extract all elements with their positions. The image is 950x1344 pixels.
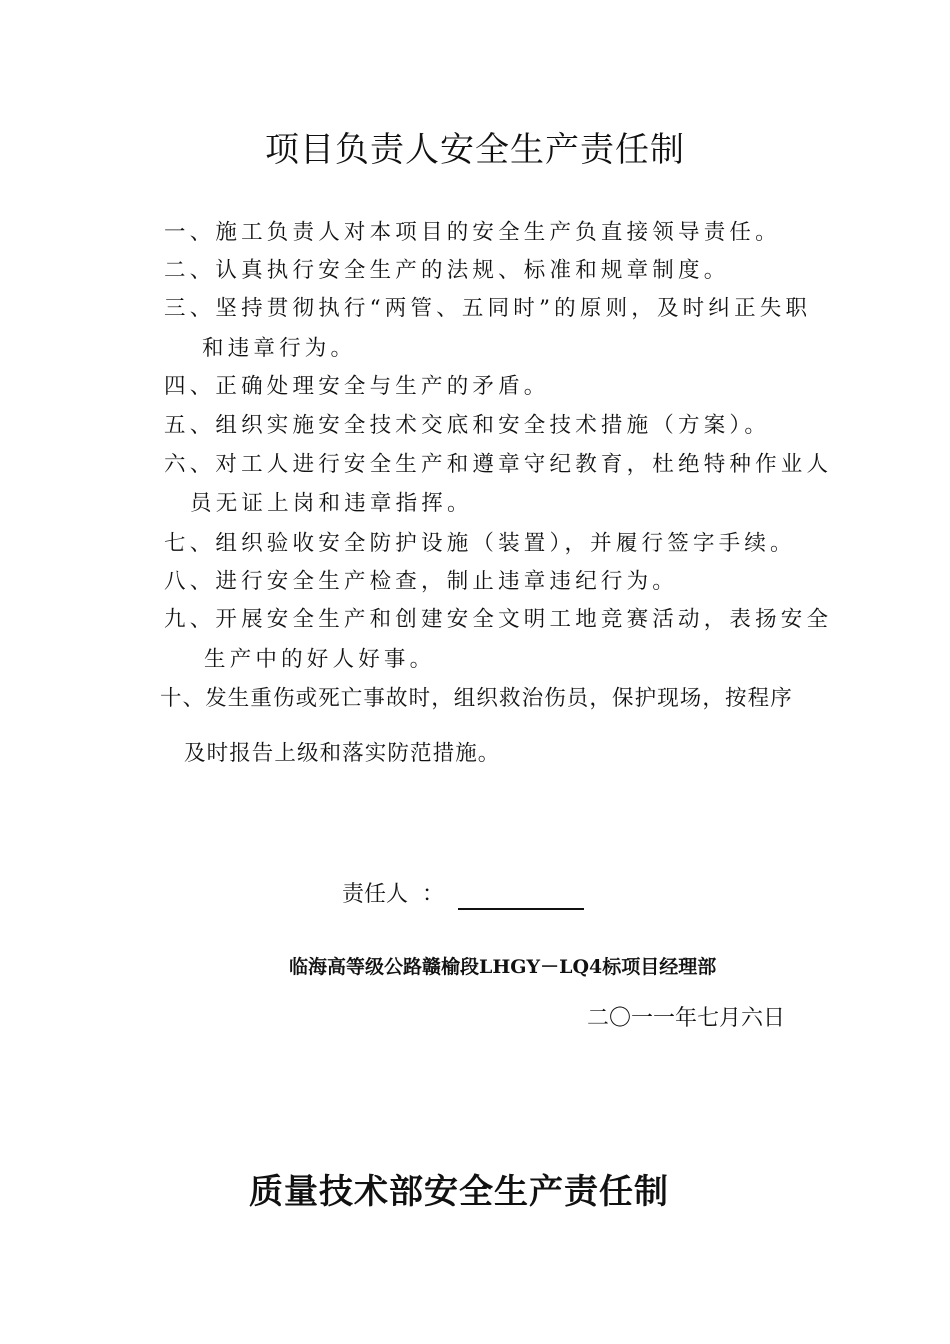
list-item: 八、进行安全生产检查，制止违章违纪行为。 (164, 569, 679, 594)
list-item-continuation: 及时报告上级和落实防范措施。 (184, 741, 501, 766)
list-item: 四、正确处理安全与生产的矛盾。 (164, 374, 550, 399)
list-item-continuation: 员无证上岗和违章指挥。 (190, 491, 473, 516)
list-item: 六、对工人进行安全生产和遵章守纪教育，杜绝特种作业人 (164, 452, 833, 477)
list-item: 五、组织实施安全技术交底和安全技术措施（方案）。 (164, 413, 771, 438)
list-item-continuation: 和违章行为。 (202, 336, 357, 361)
signature-colon: ： (422, 882, 445, 907)
list-item: 九、开展安全生产和创建安全文明工地竞赛活动，表扬安全 (164, 607, 833, 632)
list-item-continuation: 生产中的好人好事。 (204, 647, 436, 672)
document-title: 项目负责人安全生产责任制 (265, 130, 685, 170)
organization-name: 临海高等级公路赣榆段LHGY－LQ4标项目经理部 (289, 956, 717, 978)
list-item: 一、施工负责人对本项目的安全生产负直接领导责任。 (164, 220, 781, 245)
list-item: 十、发生重伤或死亡事故时，组织救治伤员，保护现场，按程序 (160, 686, 793, 711)
signature-row (342, 880, 584, 910)
document-date: 二〇一一年七月六日 (587, 1006, 786, 1031)
next-section-title: 质量技术部安全生产责任制 (249, 1172, 669, 1212)
list-item: 二、认真执行安全生产的法规、标准和规章制度。 (164, 258, 730, 283)
list-item: 三、坚持贯彻执行“两管、五同时”的原则，及时纠正失职 (164, 296, 812, 321)
signature-line (458, 886, 584, 910)
list-item: 七、组织验收安全防护设施（装置），并履行签字手续。 (164, 531, 796, 556)
signature-label: 责任人 (342, 882, 409, 907)
